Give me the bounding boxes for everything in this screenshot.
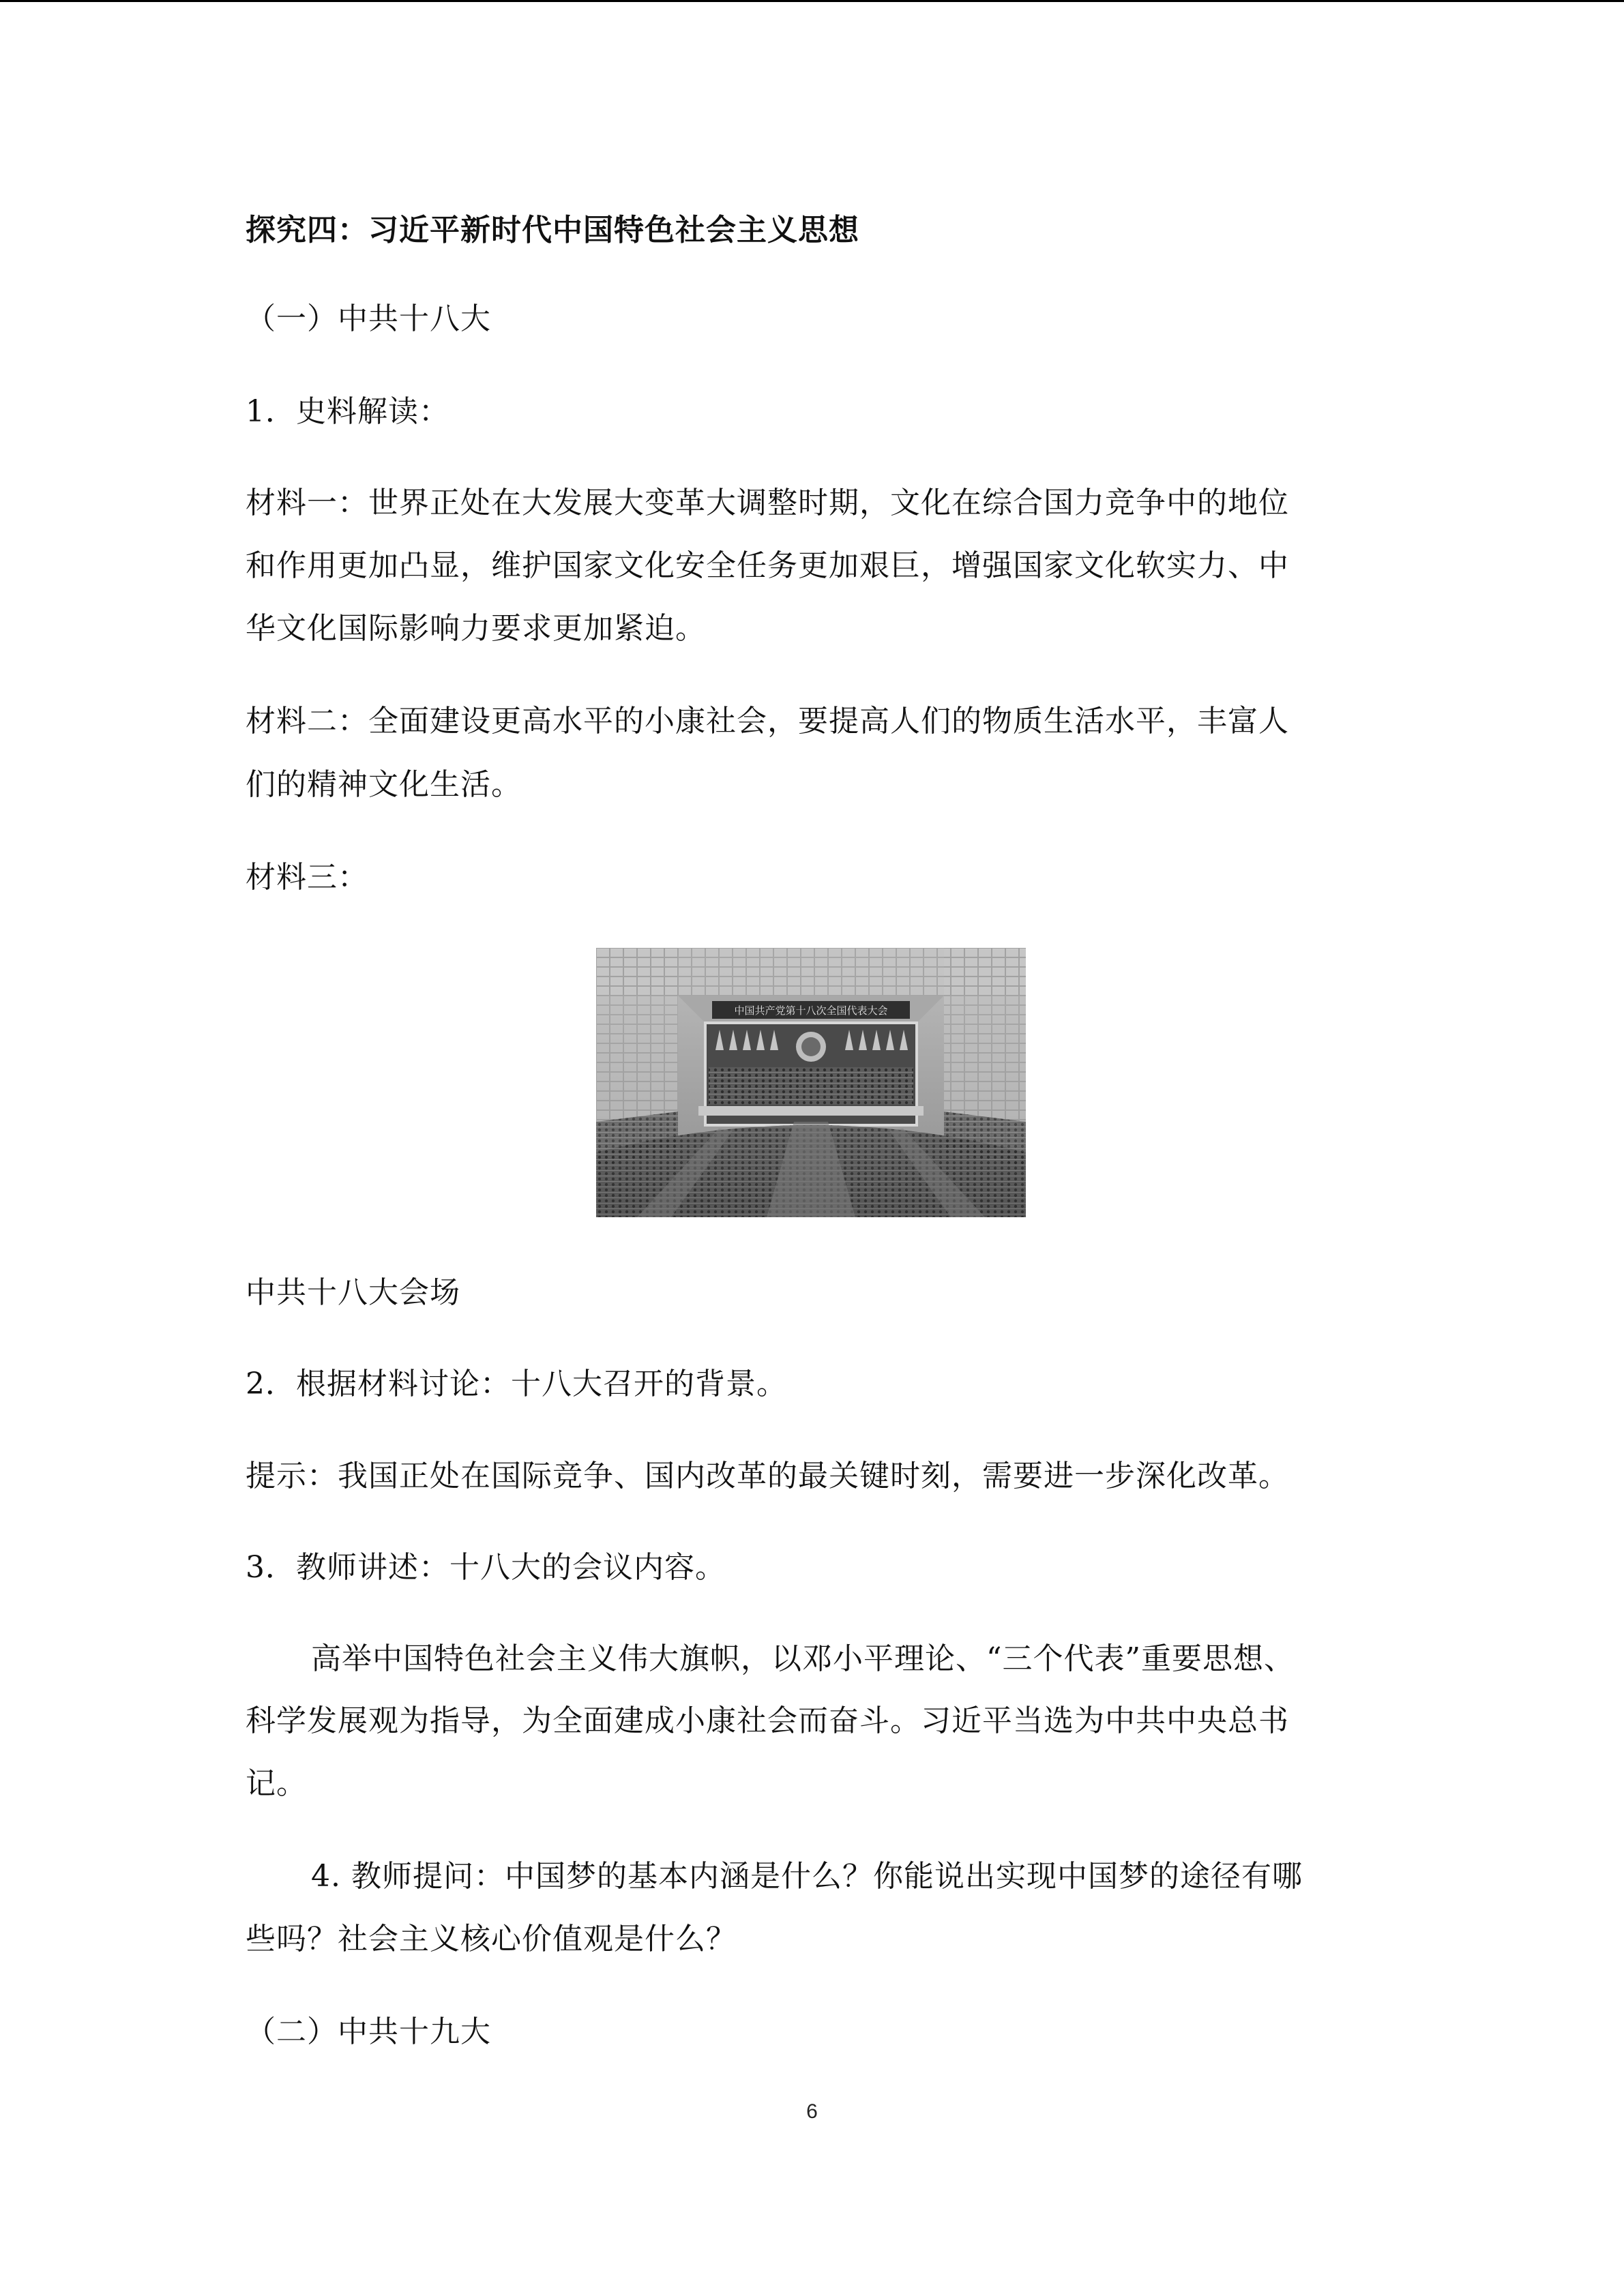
paragraph-3-line-3: 记。	[246, 1766, 307, 1801]
item-4-line-1: 4. 教师提问：中国梦的基本内涵是什么？你能说出实现中国梦的途径有哪	[311, 1859, 1303, 1894]
material-2-line-2: 们的精神文化生活。	[246, 767, 522, 802]
figure-caption: 中共十八大会场	[246, 1275, 460, 1310]
material-3-label: 材料三：	[246, 860, 368, 895]
item-4-line-2: 些吗？社会主义核心价值观是什么？	[246, 1922, 737, 1956]
material-1-line-2: 和作用更加凸显，维护国家文化安全任务更加艰巨，增强国家文化软实力、中	[246, 548, 1289, 583]
item-3-teacher-narration: 3．教师讲述：十八大的会议内容。	[246, 1550, 726, 1585]
material-1-line-1: 材料一：世界正处在大发展大变革大调整时期，文化在综合国力竞争中的地位	[246, 486, 1289, 520]
section-title-18th-congress: （一）中共十八大	[246, 301, 491, 336]
item-2-discussion: 2．根据材料讨论：十八大召开的背景。	[246, 1367, 787, 1401]
figure-banner-text: 中国共产党第十八次全国代表大会	[734, 1004, 888, 1017]
document-page	[246, 0, 1378, 2296]
item-1-historical-reading: 1．史料解读：	[246, 394, 449, 429]
page-number: 6	[806, 2100, 818, 2123]
congress-hall-photo	[596, 948, 1026, 1217]
material-1-line-3: 华文化国际影响力要求更加紧迫。	[246, 611, 706, 646]
exploration-heading: 探究四：习近平新时代中国特色社会主义思想	[246, 213, 859, 248]
section-title-19th-congress: （二）中共十九大	[246, 2014, 491, 2049]
hint-text: 提示：我国正处在国际竞争、国内改革的最关键时刻，需要进一步深化改革。	[246, 1459, 1289, 1493]
paragraph-3-line-1: 高举中国特色社会主义伟大旗帜，以邓小平理论、“三个代表”重要思想、	[311, 1641, 1295, 1676]
material-2-line-1: 材料二：全面建设更高水平的小康社会，要提高人们的物质生活水平，丰富人	[246, 704, 1289, 739]
paragraph-3-line-2: 科学发展观为指导，为全面建成小康社会而奋斗。习近平当选为中共中央总书	[246, 1703, 1289, 1738]
